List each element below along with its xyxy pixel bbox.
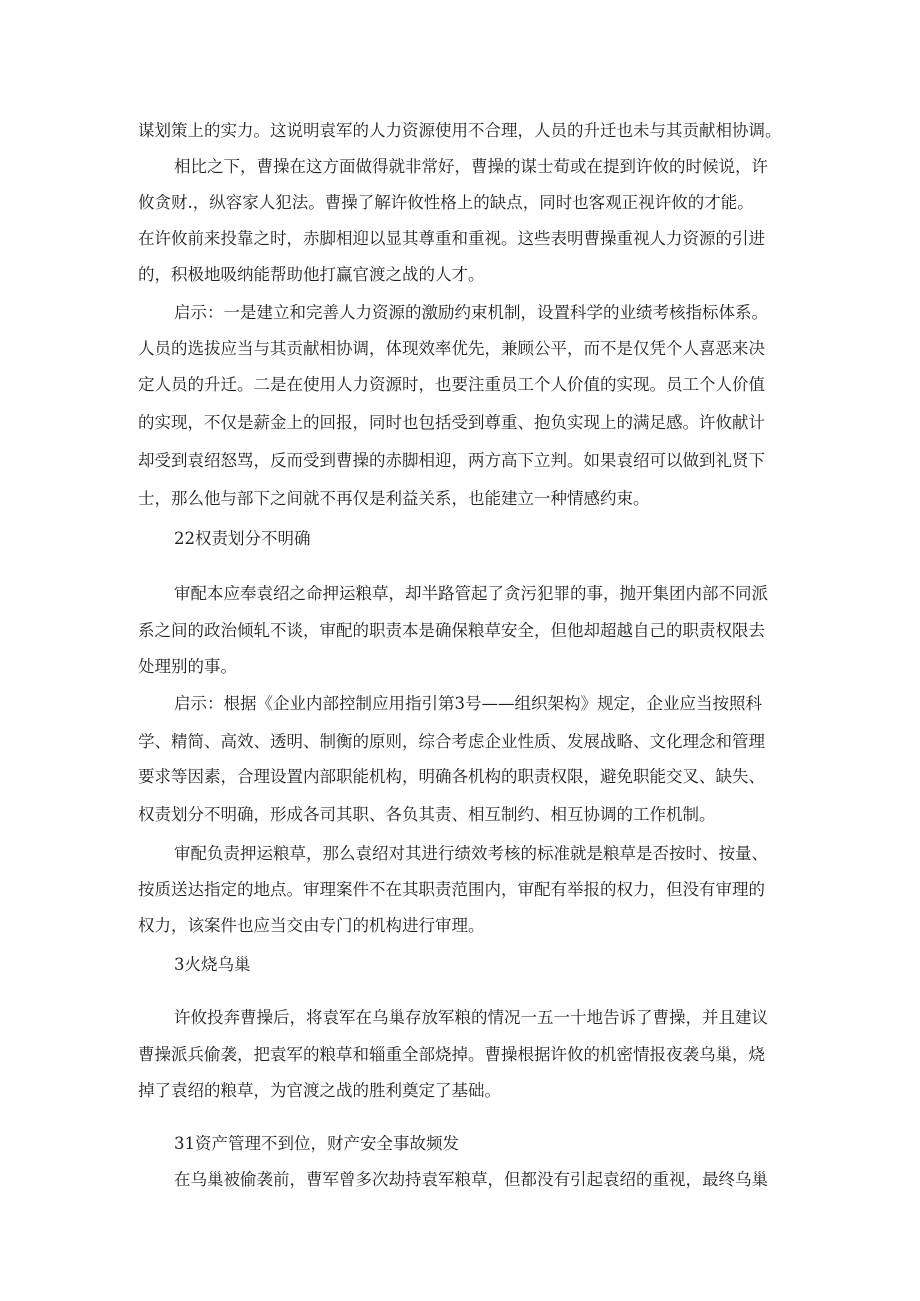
paragraph-line: 却受到袁绍怒骂，反而受到曹操的赤脚相迎，两方高下立判。如果袁绍可以做到礼贤下 [138,451,765,470]
section-heading: 31资产管理不到位，财产安全事故频发 [174,1134,459,1153]
paragraph-line: 的实现，不仅是薪金上的回报，同时也包括受到尊重、抱负实现上的满足感。许攸献计 [138,413,765,432]
paragraph-line: 在乌巢被偷袭前，曹军曾多次劫持袁军粮草，但都没有引起袁绍的重视，最终乌巢 [174,1170,768,1189]
paragraph-line: 定人员的升迁。二是在使用人力资源时，也要注重员工个人价值的实现。员工个人价值 [138,375,765,394]
paragraph-line: 掉了袁绍的粮草，为官渡之战的胜利奠定了基础。 [138,1081,501,1100]
paragraph-line: 要求等因素，合理设置内部职能机构，明确各机构的职责权限，避免职能交叉、缺失、 [138,767,765,786]
paragraph-line: 许攸投奔曹操后，将袁军在乌巢存放军粮的情况一五一十地告诉了曹操，并且建议 [174,1008,768,1027]
paragraph-line: 人员的选拔应当与其贡献相协调，体现效率优先，兼顾公平，而不是仅凭个人喜恶来决 [138,339,765,358]
paragraph-line: 曹操派兵偷袭，把袁军的粮草和辎重全部烧掉。曹操根据许攸的机密情报夜袭乌巢，烧 [138,1045,765,1064]
paragraph-line: 权力，该案件也应当交由专门的机构进行审理。 [138,916,485,935]
paragraph-line: 谋划策上的实力。这说明袁军的人力资源使用不合理，人员的升迁也未与其贡献相协调。 [138,121,782,140]
paragraph-line: 相比之下，曹操在这方面做得就非常好，曹操的谋士荀或在提到许攸的时候说，许 [174,157,768,176]
paragraph-line: 启示：根据《企业内部控制应用指引第3号——组织架构》规定，企业应当按照科 [174,694,762,713]
paragraph-line: 在许攸前来投靠之时，赤脚相迎以显其尊重和重视。这些表明曹操重视人力资源的引进 [138,229,765,248]
section-heading: 22权责划分不明确 [174,529,311,548]
paragraph-line: 审配负责押运粮草，那么袁绍对其进行绩效考核的标准就是粮草是否按时、按量、 [174,844,768,863]
paragraph-line: 士，那么他与部下之间就不再仅是利益关系，也能建立一种情感约束。 [138,489,650,508]
paragraph-line: 启示：一是建立和完善人力资源的激励约束机制，设置科学的业绩考核指标体系。 [174,303,768,322]
paragraph-line: 审配本应奉袁绍之命押运粮草，却半路管起了贪污犯罪的事，抛开集团内部不同派 [174,584,768,603]
paragraph-line: 的，积极地吸纳能帮助他打赢官渡之战的人才。 [138,265,485,284]
paragraph-line: 权责划分不明确，形成各司其职、各负其责、相互制约、相互协调的工作机制。 [138,805,716,824]
paragraph-line: 系之间的政治倾轧不谈，审配的职责本是确保粮草安全，但他却超越自己的职责权限去 [138,621,765,640]
paragraph-line: 处理别的事。 [138,657,237,676]
paragraph-line: 攸贪财.，纵容家人犯法。曹操了解许攸性格上的缺点，同时也客观正视许攸的才能。 [138,193,754,212]
paragraph-line: 学、精简、高效、透明、制衡的原则，综合考虑企业性质、发展战略、文化理念和管理 [138,732,765,751]
paragraph-line: 按质送达指定的地点。审理案件不在其职责范围内，审配有举报的权力，但没有审理的 [138,880,765,899]
section-heading: 3火烧乌巢 [174,955,251,974]
